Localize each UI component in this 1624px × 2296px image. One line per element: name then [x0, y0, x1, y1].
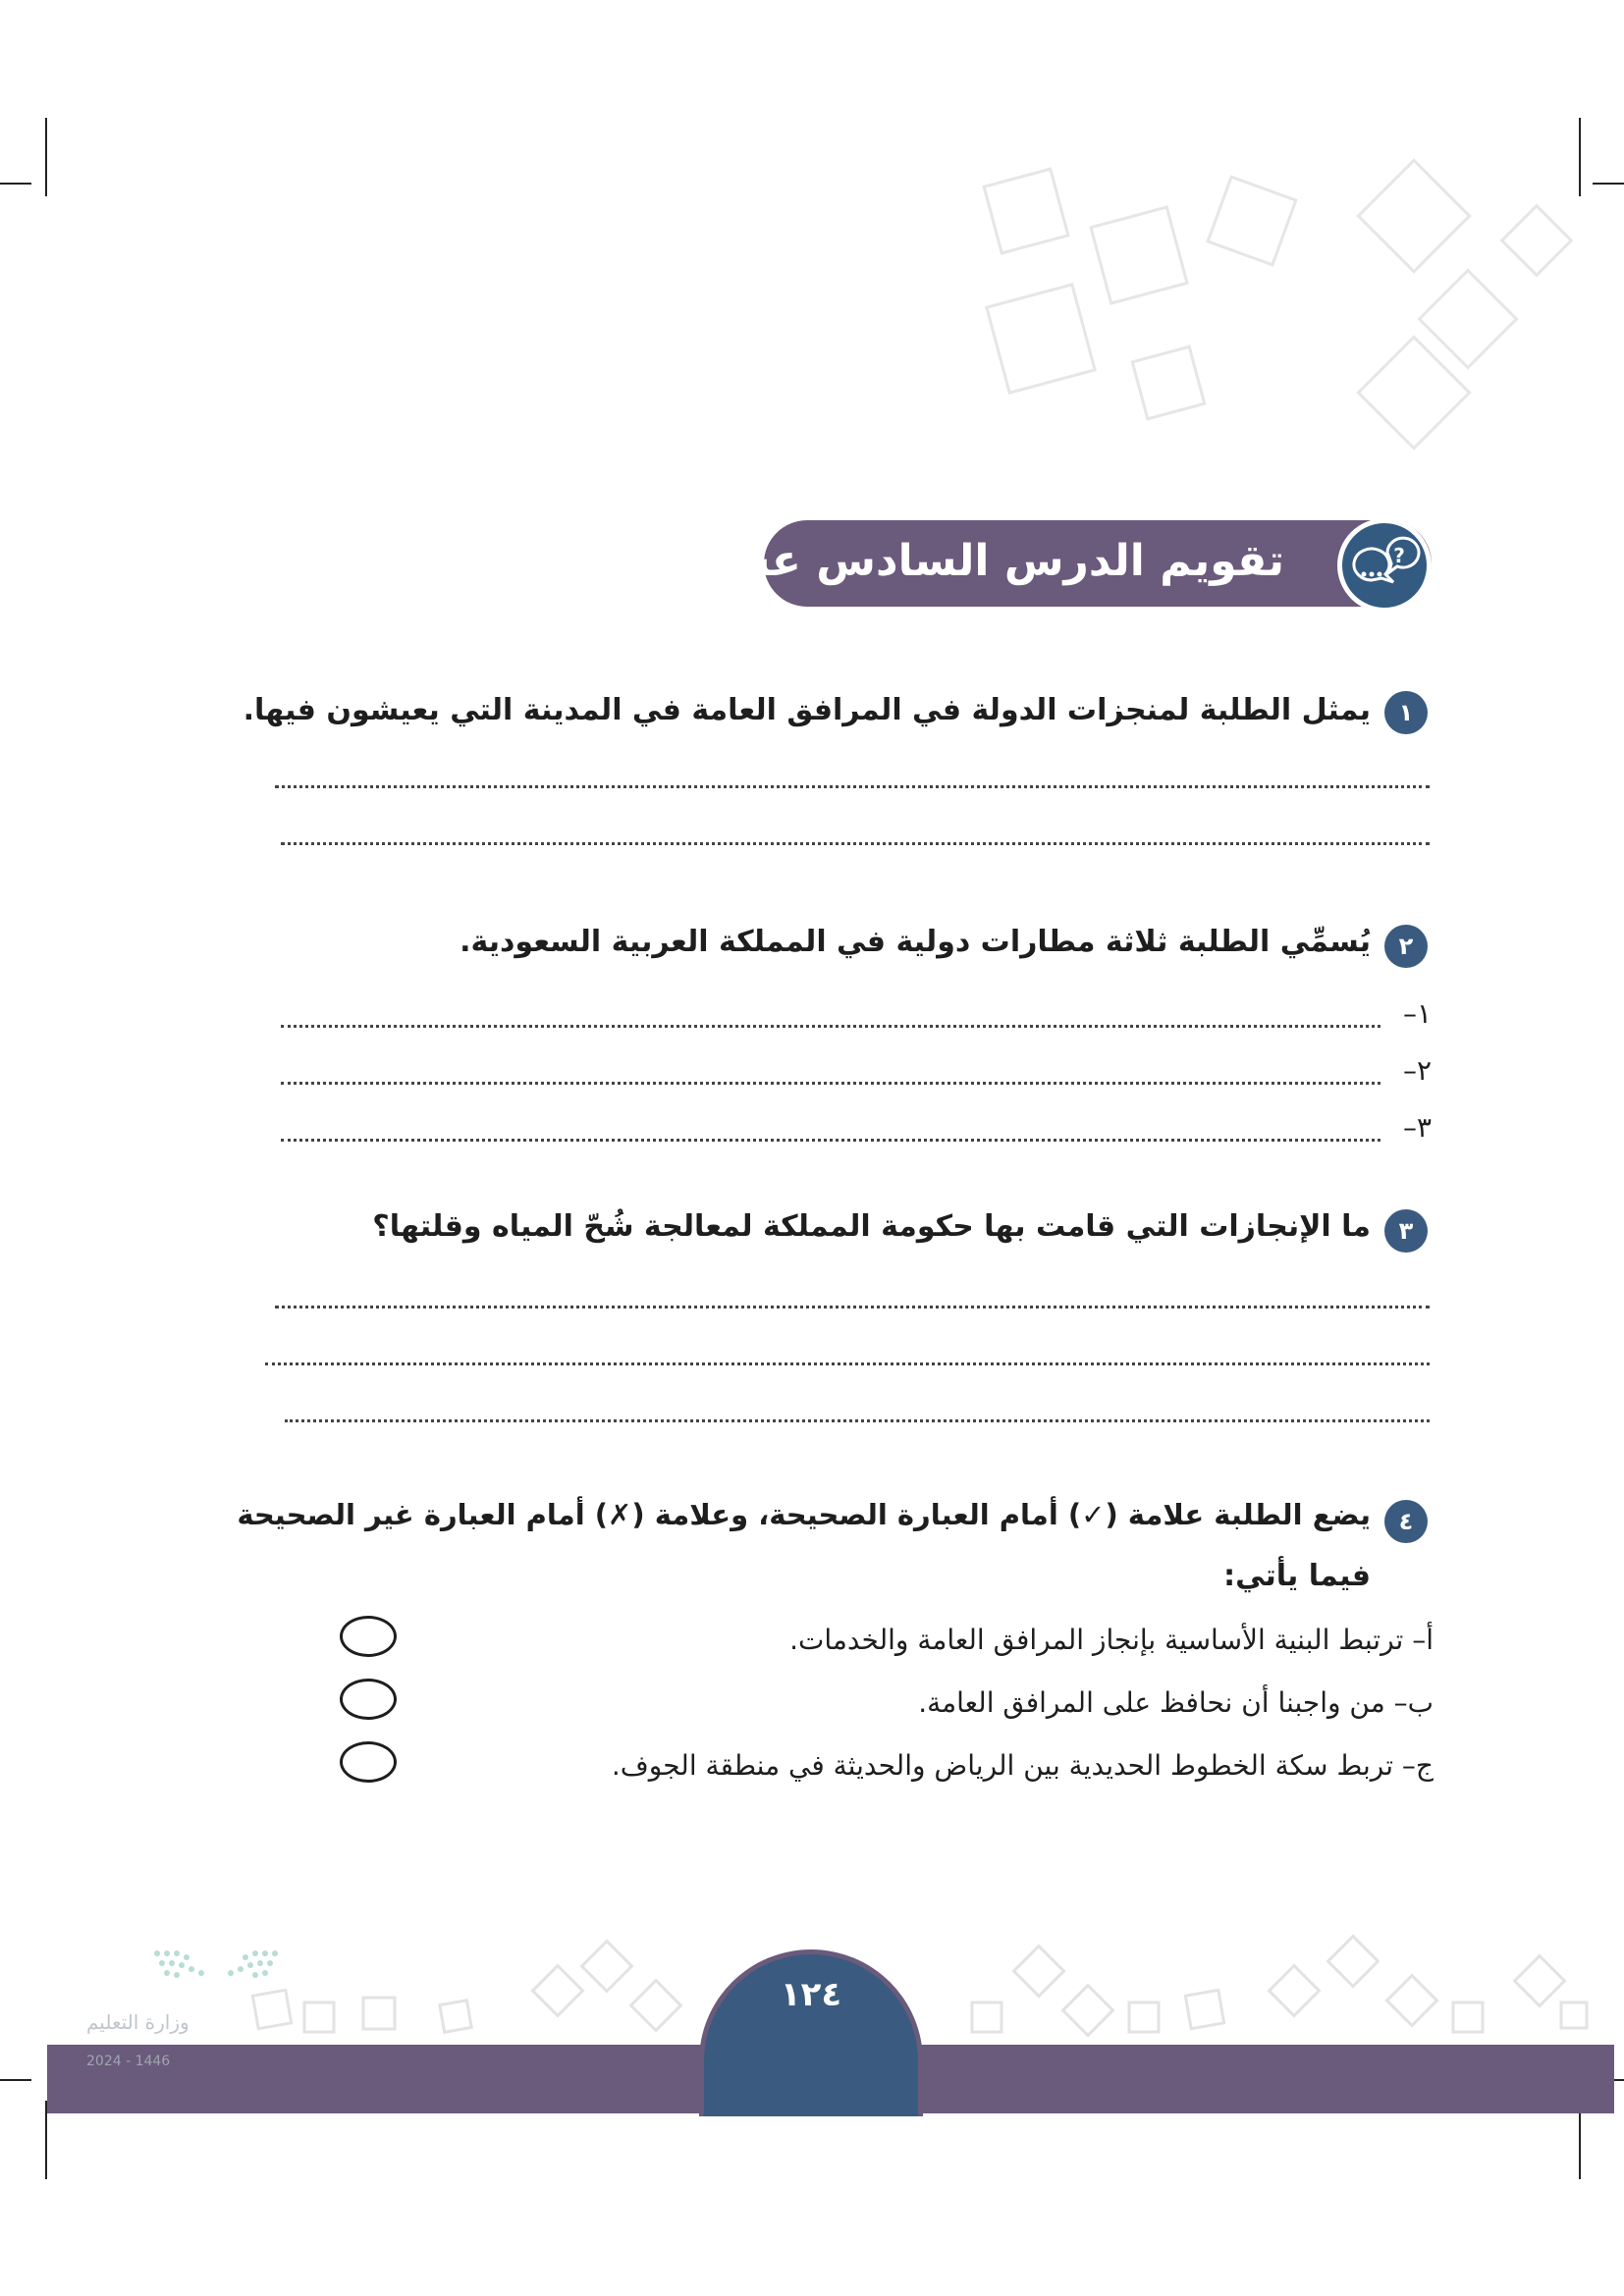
- answer-line[interactable]: [281, 1025, 1380, 1028]
- lesson-title: تقويم الدرس السادس عشر: [700, 536, 1284, 586]
- crop-mark: [0, 183, 31, 185]
- question-text: يُسمِّي الطلبة ثلاثة مطارات دولية في المملكة العربية السعودية.: [460, 925, 1371, 959]
- crop-mark: [45, 118, 47, 196]
- answer-line[interactable]: [281, 1139, 1380, 1142]
- answer-line[interactable]: [275, 785, 1430, 788]
- answer-line[interactable]: [275, 1306, 1430, 1308]
- list-item-label: ١–: [1402, 997, 1432, 1030]
- page-number: ١٢٤: [780, 1975, 842, 2014]
- question-number: ٤: [1384, 1500, 1428, 1543]
- crop-mark: [0, 2079, 31, 2081]
- question-number: ٣: [1384, 1209, 1428, 1253]
- ministry-logo: [147, 1944, 295, 1993]
- answer-line[interactable]: [281, 842, 1430, 845]
- answer-oval[interactable]: [340, 1679, 397, 1720]
- lesson-title-band: [700, 520, 1432, 607]
- question-number: ٢: [1384, 925, 1428, 968]
- decorative-pattern: [245, 1934, 1600, 2047]
- question-text: يضع الطلبة علامة (✓) أمام العبارة الصحيحة، وعلامة (✗) أمام العبارة غير الصحيحة: [237, 1498, 1371, 1531]
- question-chat-icon: [1337, 518, 1432, 613]
- question-text: ما الإنجازات التي قامت بها حكومة المملكة لمعالجة شُحّ المياه وقلتها؟: [372, 1209, 1371, 1244]
- statement-item: ج– تربط سكة الخطوط الحديدية بين الرياض والحديثة في منطقة الجوف.: [611, 1749, 1434, 1782]
- logo-year: 2024 - 1446: [86, 2054, 171, 2069]
- crop-mark: [1593, 183, 1624, 185]
- answer-line[interactable]: [281, 1082, 1380, 1085]
- question-text-continued: فيما يأتي:: [1223, 1559, 1371, 1593]
- statement-item: ب– من واجبنا أن نحافظ على المرافق العامة.: [918, 1686, 1434, 1719]
- answer-oval[interactable]: [340, 1616, 397, 1657]
- answer-line[interactable]: [265, 1362, 1430, 1365]
- question-number: ١: [1384, 691, 1428, 734]
- svg-text:?: ?: [1393, 544, 1405, 567]
- answer-line[interactable]: [285, 1419, 1430, 1422]
- ministry-logo-text: وزارة التعليم: [86, 2010, 189, 2034]
- question-text: يمثل الطلبة لمنجزات الدولة في المرافق العامة في المدينة التي يعيشون فيها.: [243, 693, 1371, 727]
- decorative-pattern: [962, 157, 1591, 452]
- list-item-label: ٢–: [1402, 1054, 1432, 1087]
- list-item-label: ٣–: [1402, 1111, 1432, 1144]
- answer-oval[interactable]: [340, 1741, 397, 1783]
- statement-item: أ– ترتبط البنية الأساسية بإنجاز المرافق العامة والخدمات.: [789, 1624, 1434, 1656]
